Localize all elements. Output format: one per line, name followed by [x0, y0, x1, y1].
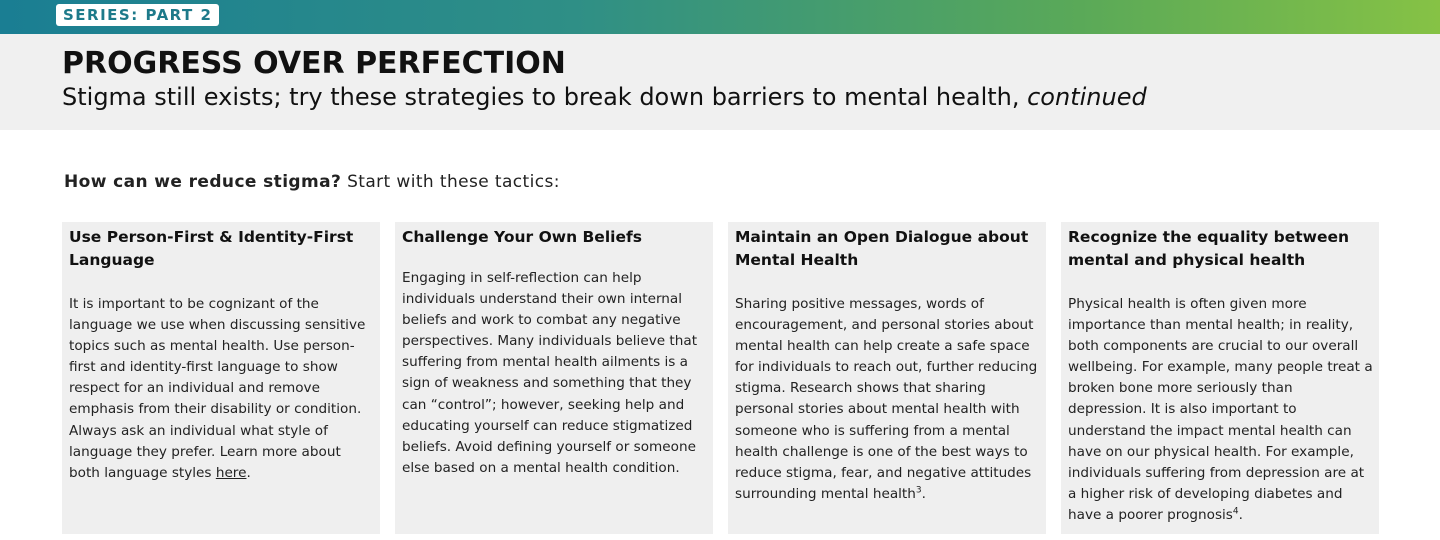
page-title: PROGRESS OVER PERFECTION [62, 46, 566, 81]
page-subtitle-main: Stigma still exists; try these strategies to break down barriers to mental health, [62, 83, 1028, 111]
card-body-text: Physical health is often given more importance than mental health; in reality, both components are crucial to our overall wellbeing. For example, many people treat a broken bone more seriously than depression. It is also important to understand the impact mental health can have on our physical health. For example, individuals suffering from depression are at a higher risk of developing diabetes and have a poorer prognosis [1068, 296, 1373, 523]
footnote-ref: 4 [1232, 506, 1239, 517]
language-styles-link[interactable]: here [215, 464, 247, 481]
footnote-ref: 3 [915, 485, 922, 496]
card-title: Recognize the equality between mental and physical health [1068, 228, 1350, 269]
series-badge: SERIES: PART 2 [56, 4, 219, 26]
page-subtitle-italic: continued [1027, 83, 1147, 111]
intro-line [64, 170, 560, 194]
card-title: Maintain an Open Dialogue about Mental Health [735, 228, 1029, 269]
page-subtitle [62, 82, 1147, 112]
card-body [1068, 294, 1373, 526]
card-body [735, 294, 1040, 505]
card-body [69, 294, 374, 484]
card-body: Engaging in self-reflection can help individuals understand their own internal beliefs and work to combat any negative perspectives. Many individuals believe that suffering from mental health ailments is a sign of weakness and something that they can “control”; however, seeking help and educating yourself can reduce stigmatized beliefs. Avoid defining yourself or someone else based on a mental health condition. [402, 270, 698, 476]
card-body-end: . [246, 464, 251, 481]
title-band [0, 34, 1440, 130]
card-body-end: . [921, 485, 926, 502]
card-open-dialogue [728, 222, 1046, 534]
series-banner [0, 0, 1440, 34]
intro-question: How can we reduce stigma? [64, 172, 342, 192]
card-body-text: Sharing positive messages, words of encouragement, and personal stories about mental health can help create a safe space for individuals to reach out, further reducing stigma. Research shows that sharing personal stories about mental health with someone who is suffering from a mental health challenge is one of the best ways to reduce stigma, fear, and negative attitudes surrounding mental health [735, 296, 1038, 502]
intro-text: Start with these tactics: [341, 172, 560, 192]
card-body-end: . [1238, 506, 1243, 523]
card-challenge-beliefs [395, 222, 713, 534]
card-body-text: It is important to be cognizant of the language we use when discussing sensitive topics such as mental health. Use person-first and identity-first language to show respect for an individual and remove emphasis from their disability or condition. Always ask an individual what style of language they prefer. Learn more about both language styles [69, 296, 366, 481]
card-person-first-language [62, 222, 380, 534]
card-title: Use Person-First & Identity-First Language [69, 228, 354, 269]
card-title: Challenge Your Own Beliefs [402, 228, 642, 246]
card-mental-physical-equality [1061, 222, 1379, 534]
